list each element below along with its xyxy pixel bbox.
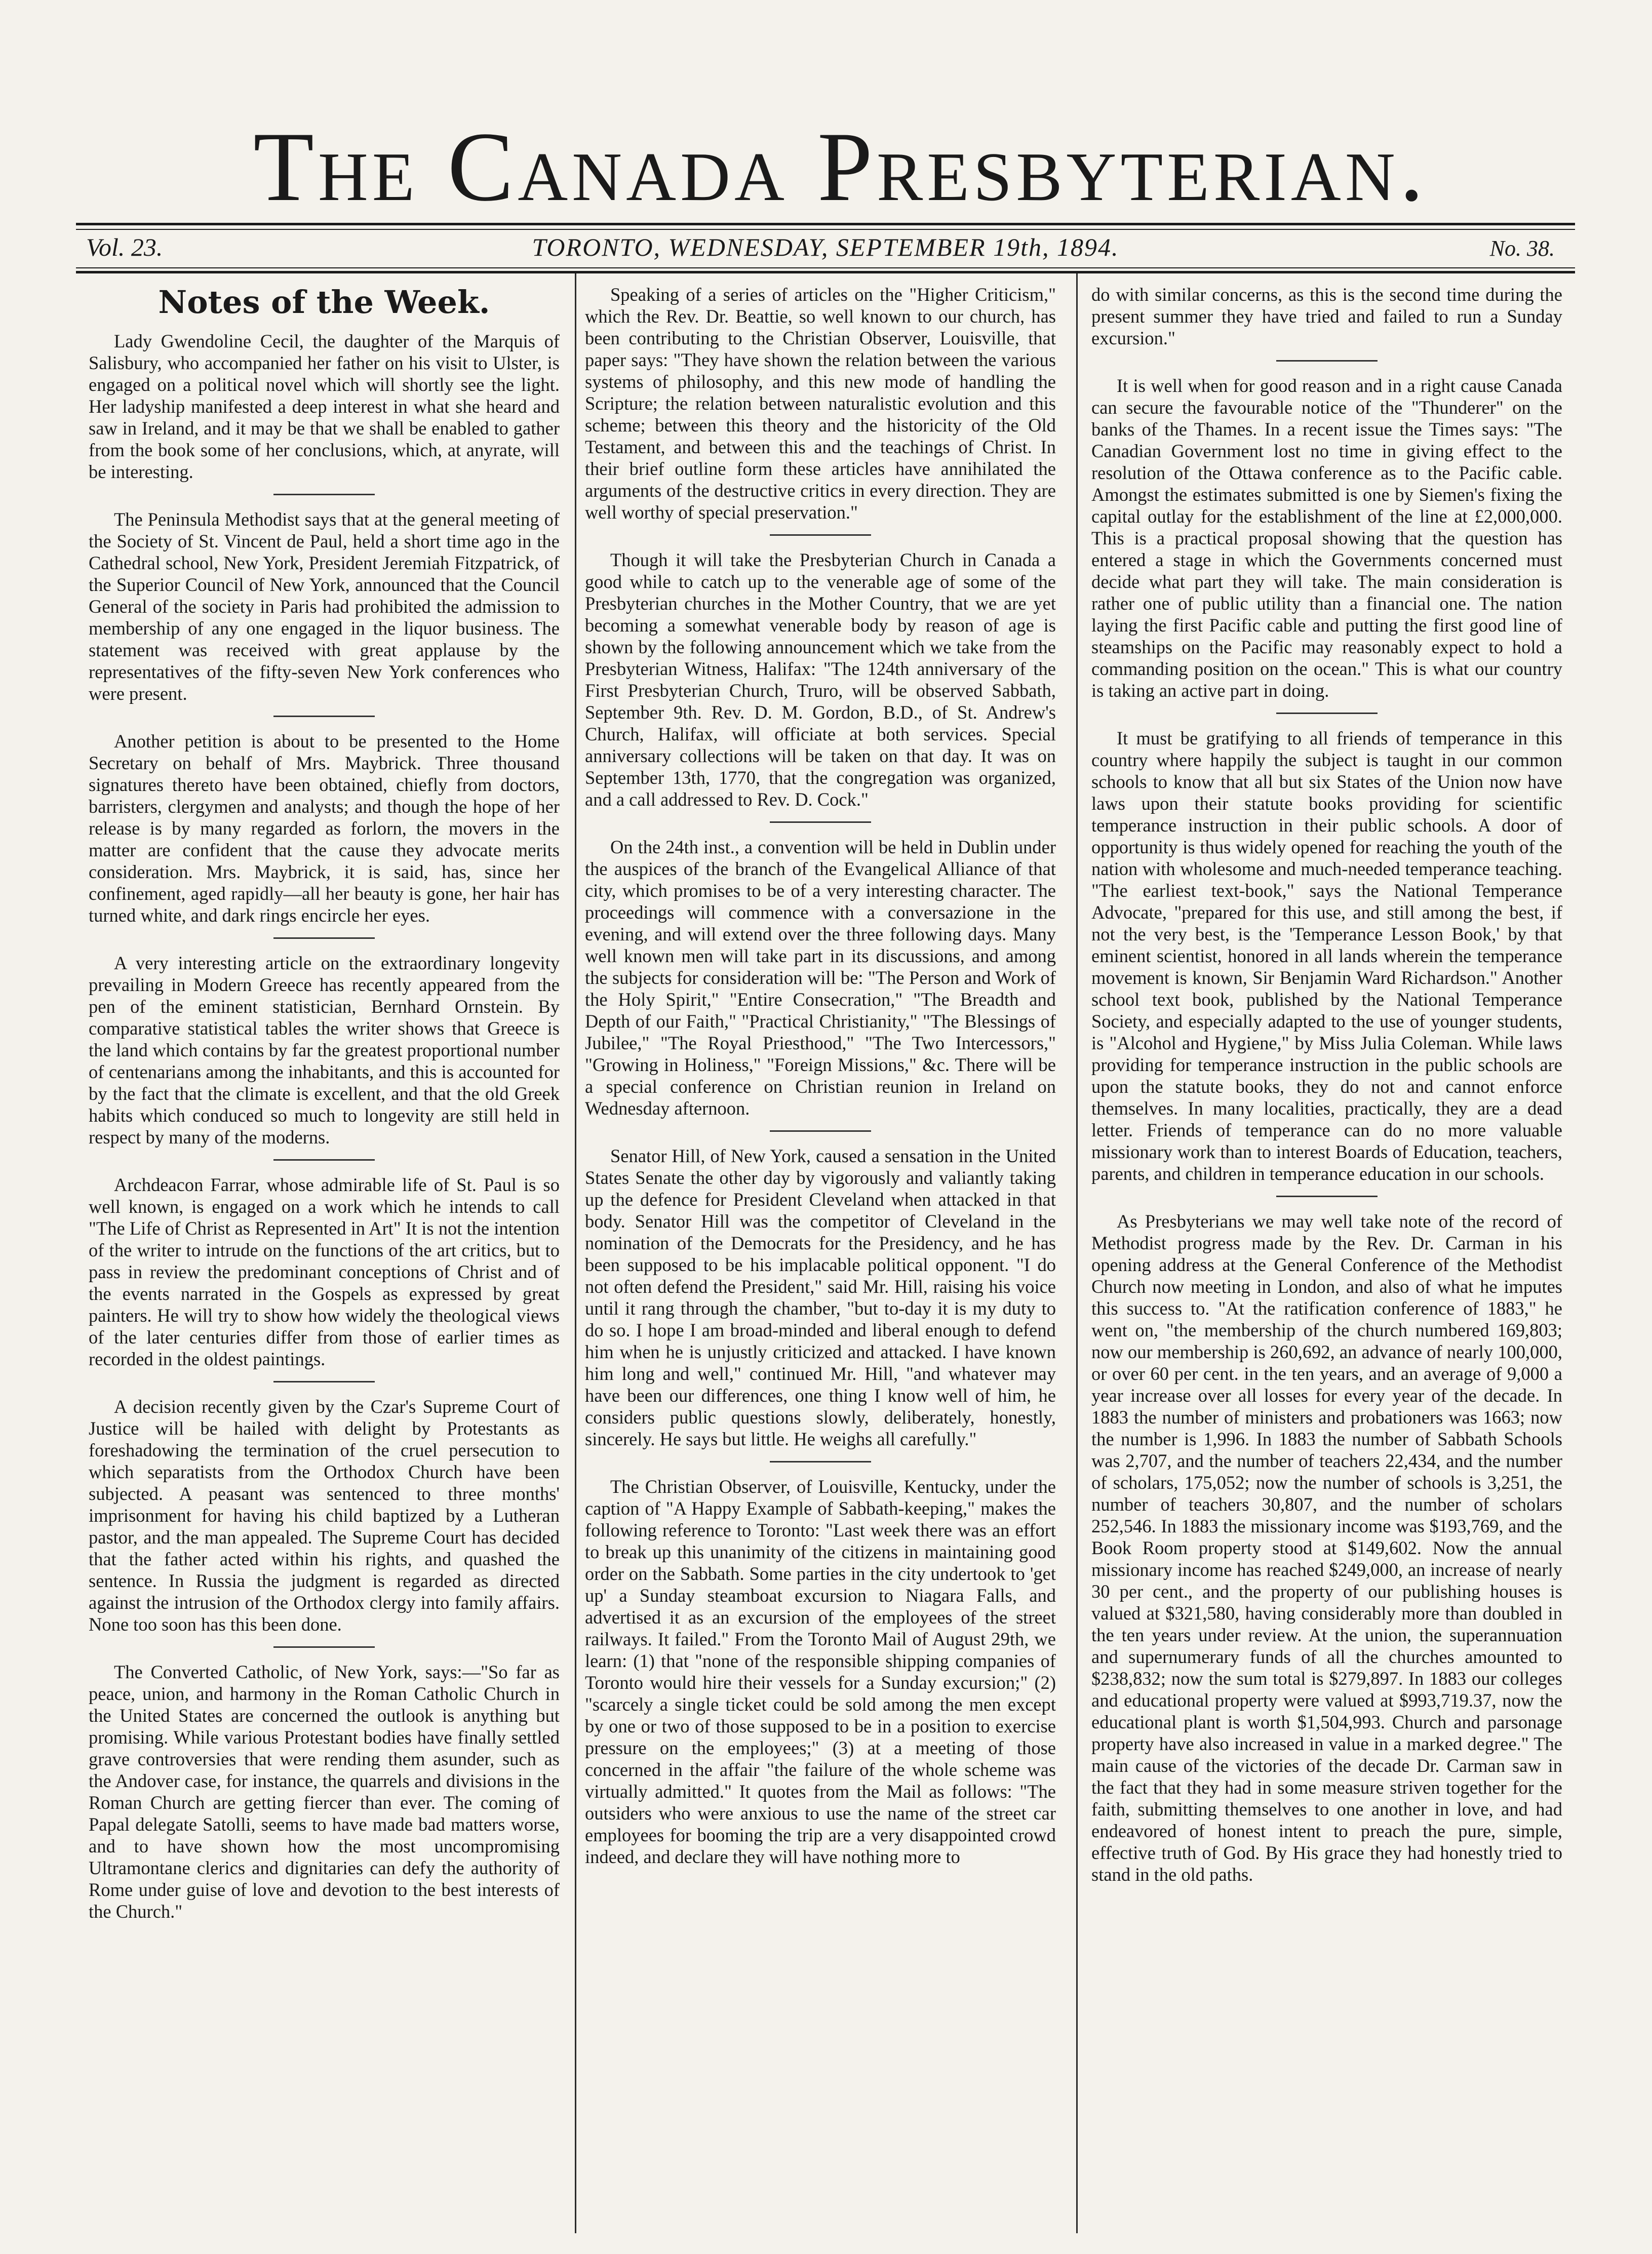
section-heading: Notes of the Week.: [158, 284, 490, 321]
article-paragraph: Archdeacon Farrar, whose admirable life of St. Paul is so well known, is engaged on a work which he intends to call "The Life of Christ as Represented in Art" It is not the intention of the writer to intrude on the functions of the art critics, but to pass in review the predominant conceptions of Christ and of the events narrated in the Gospels as expressed by great painters. He will try to show how widely the theological views of the later centuries differ from those of earlier times as recorded in the oldest paintings.: [89, 1174, 560, 1369]
info-rule-thin: [76, 267, 1575, 268]
issue-info-bar: [76, 230, 1575, 266]
article-separator: [273, 1159, 375, 1161]
article-separator: [273, 1381, 375, 1382]
column-2: [585, 284, 1056, 2233]
article-separator: [770, 821, 871, 823]
masthead: [137, 112, 1545, 222]
article-paragraph: Speaking of a series of articles on the "Higher Criticism," which the Rev. Dr. Beattie, so well known to our church, has been contributing to the Christian Observer, Louisville, that paper says: "They have shown the relation between the various systems of philosophy, and this new mode of handling the Scripture; the relation between naturalistic evolution and this scheme; between this theory and the historicity of the Old Testament, and between this and the teachings of Christ. In their brief outline form these articles have annihilated the arguments of the destructive critics in every direction. They are well worthy of special preservation.": [585, 284, 1056, 523]
article-paragraph: do with similar concerns, as this is the second time during the present summer they have tried and failed to run a Sunday excursion.": [1091, 284, 1562, 348]
article-paragraph: A very interesting article on the extraordinary longevity prevailing in Modern Greece has recently appeared from the pen of the eminent statistician, Bernhard Ornstein. By comparative statistical tables the writer shows that Greece is the land which contains by far the greatest proportional number of centenarians among the inhabitants, and this is accounted for by the fact that the climate is excellent, and that the old Greek habits which conduced so much to longevity are still held in respect by many of the moderns.: [89, 953, 560, 1148]
article-paragraph: Senator Hill, of New York, caused a sensation in the United States Senate the other day by vigorously and valiantly taking up the defence for President Cleveland when attacked in that body. Senator Hill was the competitor of Cleveland in the nomination of the Democrats for the Presidency, and he has been supposed to be his implacable political opponent. "I do not often defend the President," said Mr. Hill, raising his voice until it rang through the chamber, "but to-day it is my duty to do so. I hope I am broad-minded and liberal enough to defend him when he is unjustly criticized and attacked. I have known him long and well," continued Mr. Hill, "and whatever may have been our differences, one thing I know well of him, he considers public questions slowly, deliberately, honestly, sincerely. He says but little. He weighs all carefully.": [585, 1145, 1056, 1449]
article-paragraph: On the 24th inst., a convention will be held in Dublin under the auspices of the branch of the Evangelical Alliance of that city, which promises to be of a very interesting character. The proceedings will commence with a conversazione in the evening, and will extend over the three following days. Many well known men will take part in its discussions, and among the subjects for consideration will be: "The Person and Work of the Holy Spirit," "Entire Consecration," "The Breadth and Depth of our Faith," "Practical Christianity," "The Blessings of Jubilee," "The Royal Priesthood," "The Two Intercessors," "Growing in Holiness," "Foreign Missions," &c. There will be a special conference on Christian reunion in Ireland on Wednesday afternoon.: [585, 837, 1056, 1119]
issue-number: No. 38.: [1489, 236, 1555, 261]
article-paragraph: The Converted Catholic, of New York, says:—"So far as peace, union, and harmony in the Roman Catholic Church in the United States are concerned the outlook is anything but promising. While various Protestant bodies have finally settled grave controversies that were rending them asunder, such as the Andover case, for instance, the quarrels and divisions in the Roman Church are getting fiercer than ever. The coming of Papal delegate Satolli, seems to have made bad matters worse, and to have shown how the most uncompromising Ultramontane clerics and dignitaries can defy the authority of Rome under guise of love and devotion to the best interests of the Church.": [89, 1662, 560, 1922]
article-paragraph: As Presbyterians we may well take note of the record of Methodist progress made by the Rev. Dr. Carman in his opening address at the General Conference of the Methodist Church now meeting in London, and also of what he imputes this success to. "At the ratification conference of 1883," he went on, "the membership of the church numbered 169,803; now our membership is 260,692, an advance of nearly 100,000, or over 60 per cent. in the ten years, and an average of 9,000 a year increase over all losses for every year of the decade. In 1883 the number of ministers and probationers was 1663; now the number is 1,996. In 1883 the number of Sabbath Schools was 2,707, and the number of teachers 22,434, and the number of scholars, 175,052; now the number of schools is 3,251, the number of teachers 30,807, and the number of scholars 252,546. In 1883 the missionary income was $193,769, and the Book Room property stood at $149,602. Now the annual missionary income has reached $249,000, an increase of nearly 30 per cent., and the property of our publishing houses is valued at $321,580, having considerably more than doubled in the ten years under review. At the union, the superannuation and supernumerary funds of all the churches amounted to $238,832; now the sum total is $279,897. In 1883 our colleges and educational property were valued at $993,719.37, now the educational plant is worth $1,504,993. Church and parsonage property have also increased in value in a marked degree." The main cause of the victories of the decade Dr. Carman saw in the fact that they had in some measure striven together for the faith, submitting themselves to one another in love, and had endeavored of honest intent to preach the pure, simple, effective truth of God. By His grace they had honestly tried to stand in the old paths.: [1091, 1211, 1562, 1885]
article-separator: [273, 716, 375, 717]
article-separator: [1276, 360, 1378, 362]
article-separator: [273, 1646, 375, 1648]
article-separator: [273, 494, 375, 495]
volume-label: Vol. 23.: [86, 233, 163, 261]
article-paragraph: The Christian Observer, of Louisville, Kentucky, under the caption of "A Happy Example of Sabbath-keeping," makes the following reference to Toronto: "Last week there was an effort to break up this unanimity of the citizens in maintaining good order on the Sabbath. Some parties in the city undertook to 'get up' a Sunday steamboat excursion to Niagara Falls, and advertised it as an excursion of the employees of the street railways. It failed." From the Toronto Mail of August 29th, we learn: (1) that "none of the responsible shipping companies of Toronto would hire their vessels for a Sunday excursion;" (2) "scarcely a single ticket could be sold among the men except by one or two of those supposed to be in a position to exercise pressure on the employees;" (3) at a meeting of those concerned in the affair "the failure of the whole scheme was virtually admitted." It quotes from the Mail as follows: "The outsiders who were anxious to use the name of the street car employees for booming the trip are a very disappointed crowd indeed, and declare they will have nothing more to: [585, 1476, 1056, 1867]
article-separator: [1276, 713, 1378, 714]
article-paragraph: Lady Gwendoline Cecil, the daughter of the Marquis of Salisbury, who accompanied her father on his visit to Ulster, is engaged on a political novel which will shortly see the light. Her ladyship manifested a deep interest in what she heard and saw in Ireland, and it may be that we shall be enabled to gather from the book some of her conclusions, which, at anyrate, will be interesting.: [89, 331, 560, 482]
article-paragraph: A decision recently given by the Czar's Supreme Court of Justice will be hailed with delight by Protestants as foreshadowing the termination of the cruel persecution to which separatists from the Orthodox Church have been subjected. A peasant was sentenced to three months' imprisonment for having his child baptized by a Lutheran pastor, and the man appealed. The Supreme Court has decided that the father acted within his rights, and quashed the sentence. In Russia the judgment is regarded as directed against the intrusion of the Orthodox clergy into family affairs. None too soon has this been done.: [89, 1396, 560, 1635]
column-1: [89, 284, 560, 2233]
dateline: TORONTO, WEDNESDAY, SEPTEMBER 19th, 1894.: [532, 233, 1119, 261]
article-separator: [770, 1461, 871, 1462]
info-rule-thick: [76, 271, 1575, 273]
article-separator: [770, 534, 871, 536]
column-divider-1: [575, 273, 576, 2233]
column-divider-2: [1076, 273, 1078, 2233]
article-paragraph: It must be gratifying to all friends of temperance in this country where happily the subject is taught in our common schools to know that all but six States of the Union now have laws upon their statute books providing for scientific temperance instruction in their public schools. A door of opportunity is thus widely opened for reaching the youth of the nation with wholesome and much-needed temperance teaching. "The earliest text-book," says the National Temperance Advocate, "prepared for this use, and still among the best, if not the very best, is the 'Temperance Lesson Book,' by that eminent scientist, honored in all lands wherein the temperance movement is known, Sir Benjamin Ward Richardson." Another school text book, published by the National Temperance Society, and especially adapted to the use of younger students, is "Alcohol and Hygiene," by Miss Julia Coleman. While laws providing for temperance instruction in the public schools are upon the statute books, they do not and cannot enforce themselves. In many localities, practically, they are a dead letter. Friends of temperance can do no more valuable missionary work than to interest Boards of Education, teachers, parents, and children in temperance education in our schools.: [1091, 728, 1562, 1184]
article-separator: [273, 937, 375, 939]
article-paragraph: The Peninsula Methodist says that at the general meeting of the Society of St. Vincent de Paul, held a short time ago in the Cathedral school, New York, President Jeremiah Fitzpatrick, of the Superior Council of New York, announced that the Council General of the society in Paris had prohibited the admission to membership of any one engaged in the liquor business. The statement was received with great applause by the representatives of the fifty-seven New York conferences who were present.: [89, 509, 560, 704]
newspaper-title: The Canada Presbyterian.: [253, 112, 1428, 222]
column-3: [1091, 284, 1562, 2233]
article-separator: [770, 1130, 871, 1132]
article-paragraph: Though it will take the Presbyterian Church in Canada a good while to catch up to the venerable age of some of the Presbyterian churches in the Mother Country, that we are yet becoming a somewhat venerable body by reason of age is shown by the following announcement which we take from the Presbyterian Witness, Halifax: "The 124th anniversary of the First Presbyterian Church, Truro, will be observed Sabbath, September 9th. Rev. D. M. Gordon, B.D., of St. Andrew's Church, Halifax, will officiate at both services. Special anniversary collections will be taken on that day. It was on September 13th, 1770, that the congregation was organized, and a call addressed to Rev. D. Cock.": [585, 549, 1056, 810]
article-paragraph: It is well when for good reason and in a right cause Canada can secure the favourable notice of the "Thunderer" on the banks of the Thames. In a recent issue the Times says: "The Canadian Government lost no time in giving effect to the resolution of the Ottawa conference as to the Pacific cable. Amongst the estimates submitted is one by Siemen's fixing the capital outlay for the establishment of the line at £2,000,000. This is a practical proposal showing that the question has entered a stage in which the Governments concerned must decide what part they will take. The main consideration is rather one of public utility than a financial one. The nation laying the first Pacific cable and putting the first good line of steamships on the Pacific may reasonably expect to hold a commanding position on the ocean." This is what our country is taking an active part in doing.: [1091, 375, 1562, 701]
masthead-rule-thin: [76, 229, 1575, 230]
masthead-rule-top: [76, 223, 1575, 225]
article-separator: [1276, 1196, 1378, 1197]
article-paragraph: Another petition is about to be presented to the Home Secretary on behalf of Mrs. Maybrick. Three thousand signatures thereto have been obtained, chiefly from doctors, barristers, clergymen and analysts; and though the hope of her release is by many regarded as forlorn, the movers in the matter are confident that the cause they advocate merits consideration. Mrs. Maybrick, it is said, has, since her confinement, aged rapidly—all her beauty is gone, her hair has turned white, and dark rings encircle her eyes.: [89, 731, 560, 926]
